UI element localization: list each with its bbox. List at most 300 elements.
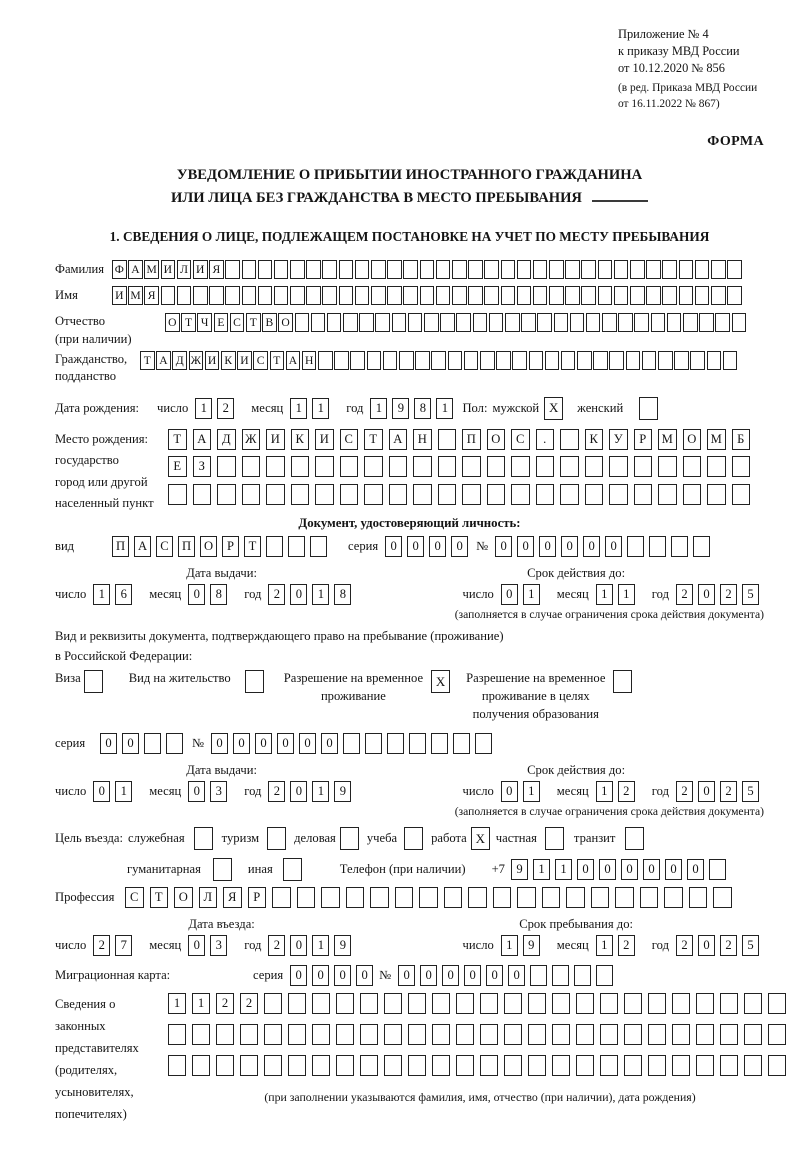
checkbox-work[interactable]: X bbox=[471, 827, 490, 850]
char-cell[interactable] bbox=[648, 993, 666, 1014]
char-cell[interactable]: И bbox=[193, 260, 208, 279]
checkbox-temp-residence[interactable]: X bbox=[431, 670, 450, 693]
char-cell[interactable]: 1 bbox=[436, 398, 453, 419]
char-cell[interactable] bbox=[413, 456, 432, 477]
char-cell[interactable] bbox=[530, 965, 547, 986]
char-cell[interactable] bbox=[732, 313, 747, 332]
char-cell[interactable]: 9 bbox=[334, 935, 351, 956]
char-cell[interactable] bbox=[258, 260, 273, 279]
char-cell[interactable]: 2 bbox=[676, 781, 693, 802]
char-cell[interactable]: 0 bbox=[599, 859, 616, 880]
char-cell[interactable] bbox=[389, 484, 408, 505]
char-cell[interactable]: 1 bbox=[312, 935, 329, 956]
char-cell[interactable] bbox=[438, 429, 457, 450]
char-cell[interactable]: 0 bbox=[290, 781, 307, 802]
char-cell[interactable]: 0 bbox=[398, 965, 415, 986]
char-cell[interactable] bbox=[322, 286, 337, 305]
char-cell[interactable]: Р bbox=[634, 429, 653, 450]
char-cell[interactable]: 1 bbox=[618, 584, 635, 605]
char-cell[interactable]: Т bbox=[246, 313, 261, 332]
char-cell[interactable]: 2 bbox=[676, 935, 693, 956]
char-cell[interactable] bbox=[504, 1055, 522, 1076]
char-cell[interactable] bbox=[456, 1055, 474, 1076]
char-cell[interactable] bbox=[648, 1024, 666, 1045]
char-cell[interactable] bbox=[387, 286, 402, 305]
char-cell[interactable] bbox=[504, 993, 522, 1014]
char-cell[interactable] bbox=[711, 286, 726, 305]
char-cell[interactable]: 0 bbox=[508, 965, 525, 986]
char-cell[interactable] bbox=[336, 993, 354, 1014]
char-cell[interactable] bbox=[695, 260, 710, 279]
char-cell[interactable]: 0 bbox=[233, 733, 250, 754]
char-cell[interactable]: Т bbox=[270, 351, 285, 370]
char-cell[interactable]: А bbox=[128, 260, 143, 279]
char-cell[interactable]: 1 bbox=[523, 584, 540, 605]
char-cell[interactable]: 2 bbox=[676, 584, 693, 605]
char-cell[interactable]: Е bbox=[214, 313, 229, 332]
char-cell[interactable]: 2 bbox=[268, 781, 285, 802]
char-cell[interactable]: 2 bbox=[240, 993, 258, 1014]
char-cell[interactable]: 0 bbox=[188, 781, 205, 802]
char-cell[interactable] bbox=[336, 1024, 354, 1045]
char-cell[interactable]: 1 bbox=[370, 398, 387, 419]
char-cell[interactable] bbox=[576, 993, 594, 1014]
char-cell[interactable]: 1 bbox=[533, 859, 550, 880]
char-cell[interactable] bbox=[395, 887, 414, 908]
char-cell[interactable] bbox=[339, 260, 354, 279]
char-cell[interactable]: 8 bbox=[414, 398, 431, 419]
char-cell[interactable]: О bbox=[683, 429, 702, 450]
char-cell[interactable] bbox=[274, 286, 289, 305]
char-cell[interactable]: 9 bbox=[523, 935, 540, 956]
char-cell[interactable]: С bbox=[156, 536, 173, 557]
char-cell[interactable] bbox=[707, 456, 726, 477]
char-cell[interactable] bbox=[340, 456, 359, 477]
char-cell[interactable] bbox=[290, 260, 305, 279]
char-cell[interactable] bbox=[225, 260, 240, 279]
char-cell[interactable] bbox=[306, 286, 321, 305]
char-cell[interactable] bbox=[462, 456, 481, 477]
char-cell[interactable]: Д bbox=[217, 429, 236, 450]
char-cell[interactable] bbox=[609, 484, 628, 505]
char-cell[interactable] bbox=[566, 887, 585, 908]
char-cell[interactable] bbox=[339, 286, 354, 305]
char-cell[interactable] bbox=[456, 1024, 474, 1045]
char-cell[interactable] bbox=[672, 993, 690, 1014]
char-cell[interactable] bbox=[658, 484, 677, 505]
char-cell[interactable]: Я bbox=[209, 260, 224, 279]
char-cell[interactable] bbox=[560, 484, 579, 505]
char-cell[interactable] bbox=[533, 260, 548, 279]
char-cell[interactable] bbox=[715, 313, 730, 332]
char-cell[interactable] bbox=[327, 313, 342, 332]
char-cell[interactable] bbox=[658, 351, 673, 370]
char-cell[interactable] bbox=[542, 887, 561, 908]
char-cell[interactable]: 0 bbox=[290, 965, 307, 986]
char-cell[interactable]: 0 bbox=[211, 733, 228, 754]
char-cell[interactable] bbox=[560, 429, 579, 450]
char-cell[interactable]: Т bbox=[364, 429, 383, 450]
char-cell[interactable]: 8 bbox=[210, 584, 227, 605]
char-cell[interactable]: С bbox=[125, 887, 144, 908]
char-cell[interactable] bbox=[432, 1024, 450, 1045]
char-cell[interactable] bbox=[408, 1055, 426, 1076]
char-cell[interactable] bbox=[614, 260, 629, 279]
char-cell[interactable] bbox=[484, 260, 499, 279]
char-cell[interactable] bbox=[480, 351, 495, 370]
char-cell[interactable] bbox=[615, 887, 634, 908]
char-cell[interactable]: 0 bbox=[277, 733, 294, 754]
char-cell[interactable]: 0 bbox=[420, 965, 437, 986]
char-cell[interactable] bbox=[464, 351, 479, 370]
char-cell[interactable]: 1 bbox=[115, 781, 132, 802]
char-cell[interactable] bbox=[696, 993, 714, 1014]
char-cell[interactable] bbox=[651, 313, 666, 332]
char-cell[interactable] bbox=[456, 993, 474, 1014]
char-cell[interactable] bbox=[618, 313, 633, 332]
char-cell[interactable]: 2 bbox=[268, 935, 285, 956]
char-cell[interactable]: 0 bbox=[501, 584, 518, 605]
char-cell[interactable] bbox=[536, 484, 555, 505]
char-cell[interactable]: 9 bbox=[334, 781, 351, 802]
char-cell[interactable] bbox=[709, 859, 726, 880]
char-cell[interactable] bbox=[168, 1024, 186, 1045]
char-cell[interactable] bbox=[720, 993, 738, 1014]
char-cell[interactable] bbox=[419, 887, 438, 908]
char-cell[interactable] bbox=[408, 1024, 426, 1045]
char-cell[interactable] bbox=[242, 484, 261, 505]
char-cell[interactable] bbox=[408, 313, 423, 332]
char-cell[interactable] bbox=[389, 456, 408, 477]
char-cell[interactable] bbox=[264, 1055, 282, 1076]
char-cell[interactable] bbox=[322, 260, 337, 279]
char-cell[interactable]: Я bbox=[223, 887, 242, 908]
char-cell[interactable]: 0 bbox=[583, 536, 600, 557]
char-cell[interactable] bbox=[431, 351, 446, 370]
char-cell[interactable] bbox=[193, 484, 212, 505]
char-cell[interactable]: А bbox=[193, 429, 212, 450]
char-cell[interactable] bbox=[707, 351, 722, 370]
char-cell[interactable]: 2 bbox=[268, 584, 285, 605]
char-cell[interactable] bbox=[671, 536, 688, 557]
char-cell[interactable] bbox=[192, 1024, 210, 1045]
char-cell[interactable]: Ж bbox=[242, 429, 261, 450]
char-cell[interactable] bbox=[168, 1055, 186, 1076]
char-cell[interactable]: О bbox=[165, 313, 180, 332]
char-cell[interactable]: 0 bbox=[299, 733, 316, 754]
char-cell[interactable]: 0 bbox=[539, 536, 556, 557]
char-cell[interactable]: 1 bbox=[290, 398, 307, 419]
char-cell[interactable] bbox=[420, 260, 435, 279]
char-cell[interactable] bbox=[272, 887, 291, 908]
char-cell[interactable]: 0 bbox=[464, 965, 481, 986]
char-cell[interactable] bbox=[355, 286, 370, 305]
char-cell[interactable] bbox=[600, 1024, 618, 1045]
char-cell[interactable]: О bbox=[278, 313, 293, 332]
char-cell[interactable] bbox=[577, 351, 592, 370]
char-cell[interactable] bbox=[649, 536, 666, 557]
char-cell[interactable] bbox=[484, 286, 499, 305]
char-cell[interactable] bbox=[593, 351, 608, 370]
char-cell[interactable]: Б bbox=[732, 429, 751, 450]
char-cell[interactable]: 0 bbox=[290, 584, 307, 605]
char-cell[interactable]: 2 bbox=[720, 935, 737, 956]
char-cell[interactable] bbox=[311, 313, 326, 332]
char-cell[interactable] bbox=[602, 313, 617, 332]
char-cell[interactable] bbox=[693, 536, 710, 557]
char-cell[interactable]: Т bbox=[150, 887, 169, 908]
char-cell[interactable] bbox=[517, 260, 532, 279]
char-cell[interactable]: П bbox=[462, 429, 481, 450]
char-cell[interactable] bbox=[565, 260, 580, 279]
char-cell[interactable] bbox=[511, 456, 530, 477]
char-cell[interactable] bbox=[365, 733, 382, 754]
char-cell[interactable]: 0 bbox=[665, 859, 682, 880]
char-cell[interactable] bbox=[312, 993, 330, 1014]
char-cell[interactable] bbox=[565, 286, 580, 305]
char-cell[interactable] bbox=[438, 456, 457, 477]
char-cell[interactable]: С bbox=[511, 429, 530, 450]
char-cell[interactable]: А bbox=[389, 429, 408, 450]
char-cell[interactable] bbox=[473, 313, 488, 332]
char-cell[interactable] bbox=[501, 286, 516, 305]
char-cell[interactable] bbox=[415, 351, 430, 370]
char-cell[interactable]: М bbox=[128, 286, 143, 305]
char-cell[interactable]: И bbox=[266, 429, 285, 450]
char-cell[interactable] bbox=[290, 286, 305, 305]
char-cell[interactable] bbox=[533, 286, 548, 305]
checkbox-visa[interactable] bbox=[84, 670, 103, 693]
char-cell[interactable] bbox=[306, 260, 321, 279]
char-cell[interactable] bbox=[266, 484, 285, 505]
char-cell[interactable]: 0 bbox=[698, 584, 715, 605]
char-cell[interactable] bbox=[711, 260, 726, 279]
checkbox-private[interactable] bbox=[545, 827, 564, 850]
char-cell[interactable] bbox=[364, 484, 383, 505]
char-cell[interactable]: 6 bbox=[115, 584, 132, 605]
char-cell[interactable]: 1 bbox=[93, 584, 110, 605]
char-cell[interactable]: 9 bbox=[392, 398, 409, 419]
char-cell[interactable] bbox=[367, 351, 382, 370]
char-cell[interactable] bbox=[403, 260, 418, 279]
char-cell[interactable]: 8 bbox=[334, 584, 351, 605]
char-cell[interactable] bbox=[456, 313, 471, 332]
char-cell[interactable] bbox=[355, 260, 370, 279]
char-cell[interactable] bbox=[600, 993, 618, 1014]
char-cell[interactable] bbox=[209, 286, 224, 305]
char-cell[interactable]: 0 bbox=[122, 733, 139, 754]
checkbox-residence-permit[interactable] bbox=[245, 670, 264, 693]
char-cell[interactable]: 0 bbox=[93, 781, 110, 802]
char-cell[interactable] bbox=[586, 313, 601, 332]
char-cell[interactable]: 3 bbox=[210, 935, 227, 956]
char-cell[interactable] bbox=[312, 1024, 330, 1045]
char-cell[interactable] bbox=[360, 993, 378, 1014]
char-cell[interactable] bbox=[624, 1055, 642, 1076]
char-cell[interactable] bbox=[346, 887, 365, 908]
char-cell[interactable] bbox=[723, 351, 738, 370]
char-cell[interactable] bbox=[288, 1024, 306, 1045]
char-cell[interactable] bbox=[168, 484, 187, 505]
char-cell[interactable]: А bbox=[134, 536, 151, 557]
char-cell[interactable] bbox=[581, 286, 596, 305]
char-cell[interactable] bbox=[291, 456, 310, 477]
char-cell[interactable] bbox=[768, 1055, 786, 1076]
char-cell[interactable] bbox=[340, 484, 359, 505]
char-cell[interactable] bbox=[424, 313, 439, 332]
char-cell[interactable] bbox=[768, 1024, 786, 1045]
char-cell[interactable] bbox=[707, 484, 726, 505]
char-cell[interactable] bbox=[452, 286, 467, 305]
char-cell[interactable] bbox=[468, 260, 483, 279]
char-cell[interactable] bbox=[440, 313, 455, 332]
char-cell[interactable] bbox=[552, 993, 570, 1014]
char-cell[interactable] bbox=[560, 456, 579, 477]
char-cell[interactable]: 1 bbox=[523, 781, 540, 802]
char-cell[interactable] bbox=[768, 993, 786, 1014]
char-cell[interactable] bbox=[453, 733, 470, 754]
char-cell[interactable] bbox=[315, 456, 334, 477]
char-cell[interactable] bbox=[624, 993, 642, 1014]
char-cell[interactable] bbox=[448, 351, 463, 370]
char-cell[interactable] bbox=[634, 313, 649, 332]
char-cell[interactable] bbox=[596, 965, 613, 986]
char-cell[interactable]: . bbox=[536, 429, 555, 450]
char-cell[interactable] bbox=[371, 260, 386, 279]
char-cell[interactable]: И bbox=[205, 351, 220, 370]
char-cell[interactable]: 0 bbox=[561, 536, 578, 557]
char-cell[interactable] bbox=[480, 1055, 498, 1076]
char-cell[interactable]: 5 bbox=[742, 584, 759, 605]
char-cell[interactable] bbox=[672, 1024, 690, 1045]
char-cell[interactable]: 1 bbox=[312, 584, 329, 605]
char-cell[interactable]: 0 bbox=[621, 859, 638, 880]
char-cell[interactable] bbox=[537, 313, 552, 332]
char-cell[interactable] bbox=[438, 484, 457, 505]
char-cell[interactable]: 2 bbox=[216, 993, 234, 1014]
char-cell[interactable]: О bbox=[487, 429, 506, 450]
char-cell[interactable] bbox=[384, 993, 402, 1014]
char-cell[interactable] bbox=[598, 286, 613, 305]
char-cell[interactable]: 2 bbox=[618, 781, 635, 802]
char-cell[interactable] bbox=[392, 313, 407, 332]
char-cell[interactable]: 9 bbox=[511, 859, 528, 880]
char-cell[interactable]: О bbox=[200, 536, 217, 557]
char-cell[interactable]: 0 bbox=[442, 965, 459, 986]
char-cell[interactable]: Р bbox=[248, 887, 267, 908]
checkbox-other[interactable] bbox=[283, 858, 302, 881]
char-cell[interactable]: 0 bbox=[517, 536, 534, 557]
char-cell[interactable] bbox=[444, 887, 463, 908]
char-cell[interactable] bbox=[266, 536, 283, 557]
char-cell[interactable]: К bbox=[221, 351, 236, 370]
char-cell[interactable] bbox=[521, 313, 536, 332]
char-cell[interactable]: Н bbox=[302, 351, 317, 370]
char-cell[interactable]: К bbox=[585, 429, 604, 450]
char-cell[interactable] bbox=[720, 1055, 738, 1076]
char-cell[interactable] bbox=[545, 351, 560, 370]
checkbox-business[interactable] bbox=[340, 827, 359, 850]
char-cell[interactable]: Д bbox=[172, 351, 187, 370]
char-cell[interactable] bbox=[609, 456, 628, 477]
char-cell[interactable] bbox=[570, 313, 585, 332]
char-cell[interactable]: Т bbox=[244, 536, 261, 557]
char-cell[interactable]: 2 bbox=[217, 398, 234, 419]
char-cell[interactable]: 0 bbox=[501, 781, 518, 802]
char-cell[interactable]: 0 bbox=[486, 965, 503, 986]
char-cell[interactable] bbox=[536, 456, 555, 477]
char-cell[interactable]: 0 bbox=[451, 536, 468, 557]
char-cell[interactable]: 0 bbox=[356, 965, 373, 986]
char-cell[interactable] bbox=[679, 260, 694, 279]
char-cell[interactable] bbox=[642, 351, 657, 370]
char-cell[interactable]: 0 bbox=[577, 859, 594, 880]
char-cell[interactable] bbox=[360, 1055, 378, 1076]
char-cell[interactable]: И bbox=[112, 286, 127, 305]
char-cell[interactable]: 1 bbox=[168, 993, 186, 1014]
char-cell[interactable] bbox=[177, 286, 192, 305]
char-cell[interactable]: В bbox=[262, 313, 277, 332]
char-cell[interactable]: Ж bbox=[189, 351, 204, 370]
char-cell[interactable] bbox=[517, 286, 532, 305]
char-cell[interactable] bbox=[552, 1024, 570, 1045]
char-cell[interactable] bbox=[350, 351, 365, 370]
char-cell[interactable] bbox=[552, 965, 569, 986]
char-cell[interactable] bbox=[291, 484, 310, 505]
char-cell[interactable]: С bbox=[253, 351, 268, 370]
char-cell[interactable]: С bbox=[340, 429, 359, 450]
char-cell[interactable] bbox=[501, 260, 516, 279]
char-cell[interactable]: Н bbox=[413, 429, 432, 450]
char-cell[interactable]: 2 bbox=[93, 935, 110, 956]
char-cell[interactable] bbox=[468, 887, 487, 908]
char-cell[interactable]: 7 bbox=[115, 935, 132, 956]
char-cell[interactable] bbox=[192, 1055, 210, 1076]
char-cell[interactable] bbox=[242, 456, 261, 477]
char-cell[interactable]: 3 bbox=[210, 781, 227, 802]
char-cell[interactable] bbox=[240, 1024, 258, 1045]
char-cell[interactable]: Ф bbox=[112, 260, 127, 279]
char-cell[interactable] bbox=[679, 286, 694, 305]
char-cell[interactable] bbox=[600, 1055, 618, 1076]
char-cell[interactable] bbox=[242, 286, 257, 305]
char-cell[interactable] bbox=[295, 313, 310, 332]
char-cell[interactable] bbox=[468, 286, 483, 305]
checkbox-study[interactable] bbox=[404, 827, 423, 850]
checkbox-business-trip[interactable] bbox=[194, 827, 213, 850]
char-cell[interactable] bbox=[630, 260, 645, 279]
char-cell[interactable]: К bbox=[291, 429, 310, 450]
char-cell[interactable] bbox=[634, 484, 653, 505]
char-cell[interactable]: 0 bbox=[255, 733, 272, 754]
char-cell[interactable] bbox=[727, 260, 742, 279]
char-cell[interactable] bbox=[193, 286, 208, 305]
char-cell[interactable]: Т bbox=[181, 313, 196, 332]
char-cell[interactable] bbox=[630, 286, 645, 305]
char-cell[interactable] bbox=[321, 887, 340, 908]
char-cell[interactable] bbox=[576, 1055, 594, 1076]
checkbox-temp-residence-education[interactable] bbox=[613, 670, 632, 693]
char-cell[interactable] bbox=[511, 484, 530, 505]
char-cell[interactable] bbox=[683, 313, 698, 332]
checkbox-male[interactable]: X bbox=[544, 397, 563, 420]
char-cell[interactable] bbox=[574, 965, 591, 986]
char-cell[interactable] bbox=[364, 456, 383, 477]
char-cell[interactable] bbox=[744, 993, 762, 1014]
char-cell[interactable]: П bbox=[112, 536, 129, 557]
char-cell[interactable] bbox=[383, 351, 398, 370]
char-cell[interactable] bbox=[318, 351, 333, 370]
